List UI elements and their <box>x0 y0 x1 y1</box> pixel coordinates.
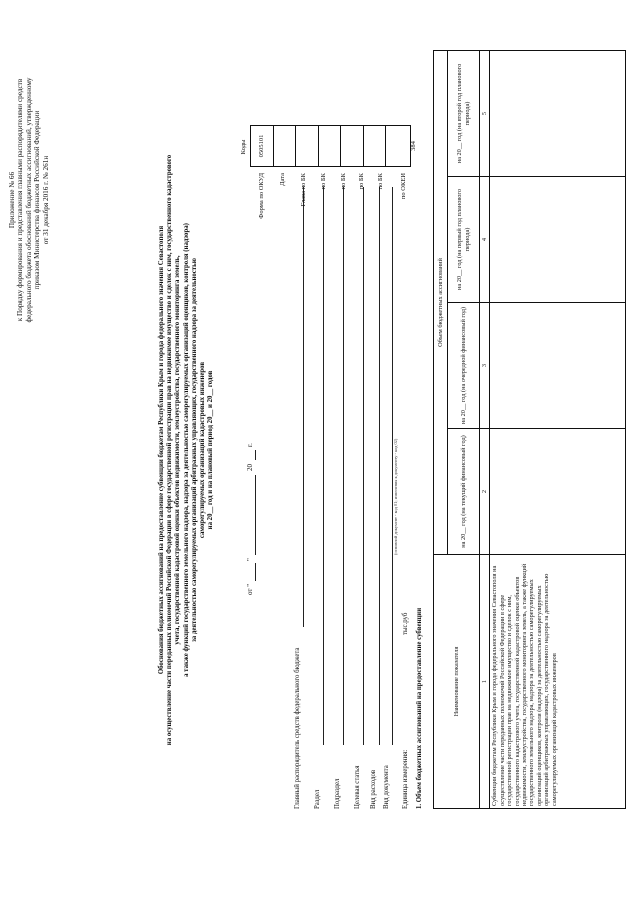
title-line: Обоснования бюджетных ассигнований на предоставление субвенции бюджетам Республики Крым и города федерального значения Севастополя <box>158 225 165 675</box>
appendix-line: федерального бюджета обоснований бюджетных ассигнований, утвержденному <box>24 77 33 323</box>
group-header: Объем бюджетных ассигнований <box>434 50 448 554</box>
date-year-suffix: г. <box>246 443 254 447</box>
title-line: а также функций государственного земельного надзора, надзора за деятельностью саморегулируемых организаций оценщиков, контроля (надзора) <box>182 223 190 677</box>
field-podrazdel: Подраздел <box>334 778 341 809</box>
col-number: 4 <box>480 177 490 303</box>
col-name-header: Наименование показателя <box>434 555 480 809</box>
okud-value: 0505101 <box>251 126 274 166</box>
appendix-line: от 31 декабря 2016 г. № 261н <box>41 155 50 245</box>
subvention-table <box>433 50 626 809</box>
okei-label: по ОКЕИ <box>400 173 407 200</box>
col-4-header: на 20__ год (на первый год планового периода) <box>448 177 480 303</box>
col-3-header: на 20__ год (на очередной финансовый год) <box>448 303 480 429</box>
col-5-header: на 20__ год (на второй год планового периода) <box>448 50 480 176</box>
field-vid-doc-note: (основной документ - код 01; изменения к документу - код 02) <box>393 438 398 555</box>
bk-glava-label: Глава по БК <box>300 173 307 207</box>
field-vr-line <box>379 187 380 745</box>
col-number: 5 <box>480 50 490 176</box>
field-podrazdel-line <box>343 187 344 745</box>
codes-header: Коды <box>240 139 247 155</box>
appendix-number: Приложение № 66 <box>8 171 16 229</box>
field-unit: Единица измерения: <box>402 749 409 809</box>
col-2-header: на 20__ год (на текущий финансовый год) <box>448 429 480 555</box>
field-cs-line <box>363 187 364 745</box>
title-line: за деятельностью саморегулируемых организаций арбитражных управляющих, государственного надзора за деятельностью <box>190 258 198 642</box>
vr-value <box>386 126 408 166</box>
date-year-prefix: 20 <box>246 464 254 471</box>
appendix-line: к Порядку формирования и представления главными распорядителями средств <box>16 78 25 322</box>
bk-label: по БК <box>340 173 347 190</box>
col-number: 3 <box>480 303 490 429</box>
title-line: на осуществление части переданных полномочий Российской Федерации в сфере государственной регистрации прав на недвижимое имущество и сделок с ним, государственного кадастрового <box>166 154 174 746</box>
appendix-header <box>8 65 50 335</box>
bk-label: по БК <box>320 173 327 190</box>
cell-value <box>490 50 626 176</box>
col-number: 1 <box>480 555 490 809</box>
okud-label: Форма по ОКУД <box>258 173 265 219</box>
okei-value: 384 <box>410 141 417 151</box>
field-grbs-line <box>303 187 304 627</box>
razdel-value <box>319 126 342 166</box>
field-cs: Целевая статья <box>354 765 361 809</box>
codes-box <box>250 125 411 167</box>
cell-value <box>490 303 626 429</box>
title-line: саморегулируемых организаций кадастровых инженеров <box>199 361 207 539</box>
col-number: 2 <box>480 429 490 555</box>
field-razdel-line <box>323 187 324 745</box>
cs-value <box>364 126 387 166</box>
bk-label: по БК <box>358 173 365 190</box>
date-ot: от " <box>246 583 254 595</box>
bk-label: по БК <box>377 173 384 190</box>
field-grbs: Главный распорядитель средств федерального бюджета <box>294 647 301 809</box>
field-vr: Вид расходов <box>370 769 377 809</box>
section-title: 1. Объем бюджетных ассигнований на предоставление субвенции <box>416 607 423 809</box>
podrazdel-value <box>341 126 364 166</box>
date-quote: " <box>246 558 254 561</box>
title-line: на 20__ год и на плановый период 20__ и 20__ годов <box>207 370 215 530</box>
field-razdel: Раздел <box>314 789 321 809</box>
glava-value <box>296 126 319 166</box>
field-vid-doc: Вид документа <box>383 765 390 809</box>
field-unit-value: тыс.руб <box>402 612 409 635</box>
document-title <box>158 65 215 835</box>
cell-value <box>490 429 626 555</box>
appendix-line: приказом Министерства финансов Российской Федерации <box>33 110 42 290</box>
date-value <box>274 126 297 166</box>
title-line: учета, государственной кадастровой оценки объектов недвижимости, землеустройства, государственного мониторинга земель, <box>174 255 182 645</box>
date-label: Дата <box>279 173 286 186</box>
cell-value <box>490 177 626 303</box>
row-subvention: Субвенции бюджетам Республики Крым и города федерального значения Севастополя на осуществление части переданных полномочий Российской Федерации в сфере государственной регистрации прав на недвижимое имущество и сделок с ним, государственного кадастрового учета, государственной кадастровой оценки объектов недвижимости, землеустройства, государственного мониторинга земель, а также функций государственного земельного надзора, надзора за деятельностью саморегулируемых организаций оценщиков, контроля (надзора) за деятельностью саморегулируемых организаций арбитражных управляющих, государственного надзора за деятельностью саморегулируемых организаций кадастровых инженеров <box>490 555 626 809</box>
